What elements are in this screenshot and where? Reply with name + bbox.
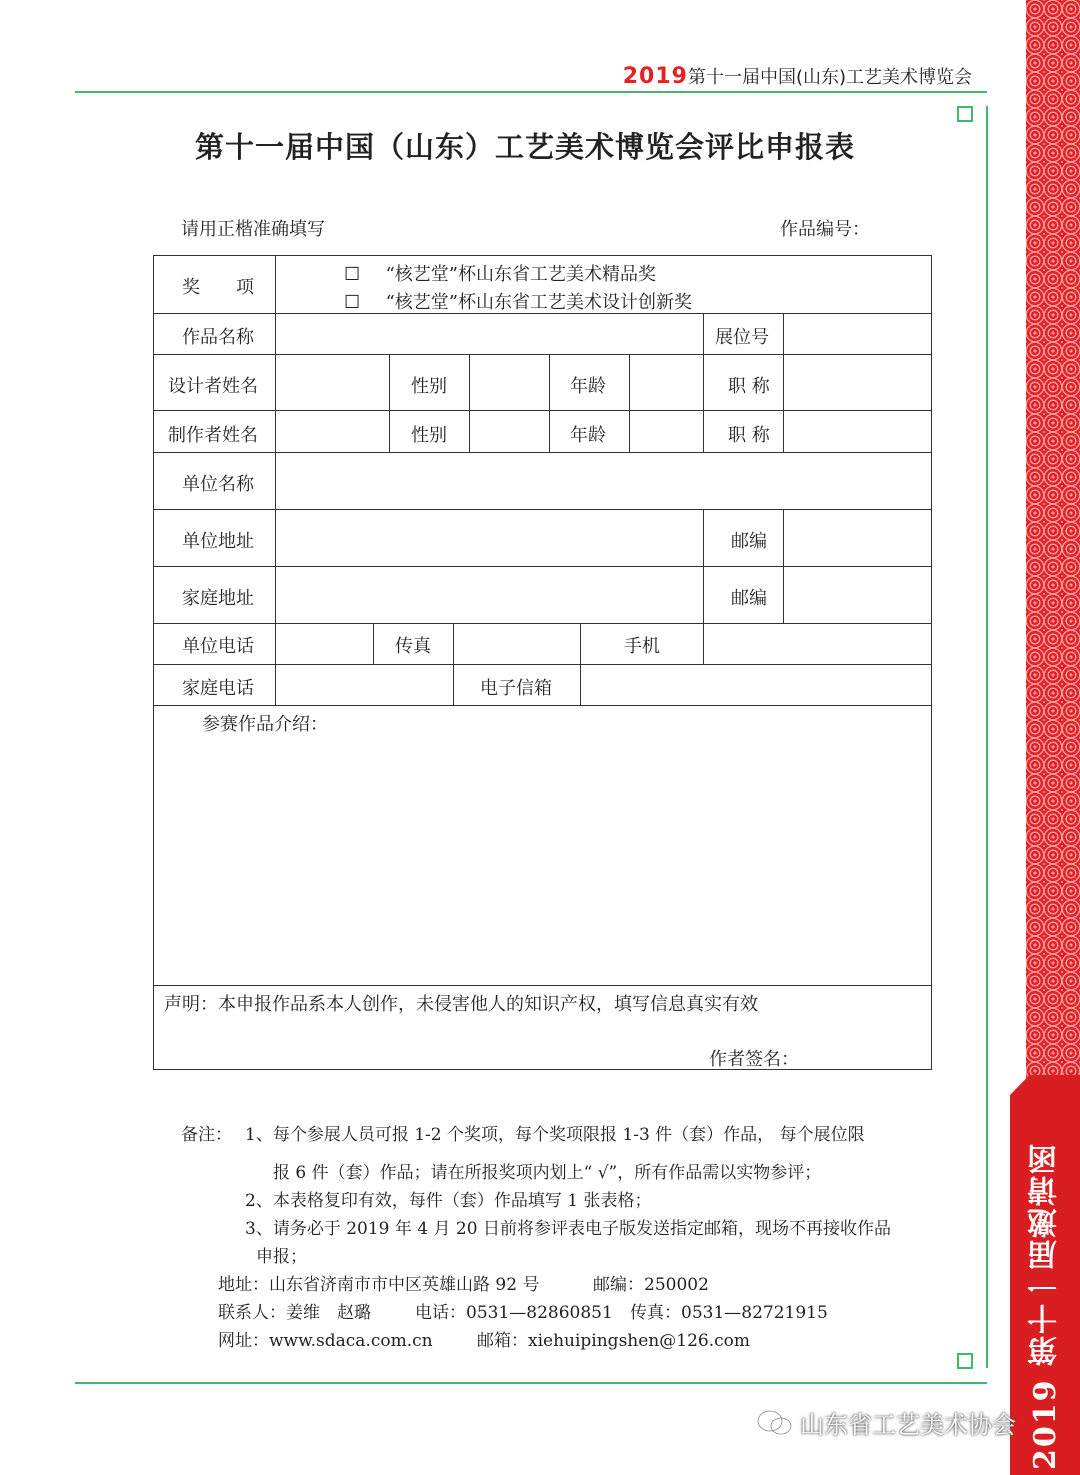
frame-corner-bottom [957, 1353, 973, 1369]
frame-top-line [75, 91, 987, 93]
contact-postcode: 邮编：250002 [593, 1275, 709, 1295]
contact-website[interactable]: 网址：www.sdaca.com.cn [218, 1331, 433, 1351]
award-option-1[interactable] [344, 260, 656, 286]
col-divider [783, 509, 784, 623]
booth-no-label: 展位号 [715, 327, 769, 348]
contact-address: 地址：山东省济南市市中区英雄山路 92 号 [218, 1275, 540, 1295]
maker-age-label: 年龄 [570, 425, 606, 446]
col-divider [703, 623, 704, 664]
col-divider [783, 313, 784, 354]
col-divider [580, 623, 581, 664]
application-form [153, 255, 932, 1070]
row-divider [154, 410, 931, 411]
unit-name-label: 单位名称 [182, 474, 254, 495]
contact-fax: 传真：0531—82721915 [630, 1303, 828, 1323]
col-divider [275, 256, 276, 705]
col-divider [453, 664, 454, 705]
unit-address-label: 单位地址 [182, 531, 254, 552]
row-divider [154, 452, 931, 453]
col-divider [783, 354, 784, 452]
maker-name-label: 制作者姓名 [168, 425, 258, 446]
side-banner-text: 2019 第十一届邀请函 [1028, 1142, 1063, 1470]
row-divider [154, 664, 931, 665]
maker-gender-label: 性别 [411, 425, 447, 446]
wechat-icon [755, 1408, 795, 1438]
watermark-text: 山东省工艺美术协会 [800, 1411, 1016, 1439]
mobile-label: 手机 [624, 636, 660, 657]
designer-name-label: 设计者姓名 [168, 376, 258, 397]
notes-label: 备注： [181, 1125, 232, 1145]
checkbox-2[interactable]: ☐ [344, 292, 361, 313]
header-year: 2019 [622, 64, 688, 89]
contact-person: 联系人：姜维 赵璐 [218, 1303, 371, 1323]
note-1: 1、每个参展人员可报 1-2 个奖项，每个奖项限报 1-3 件（套）作品， 每个展位限 [245, 1125, 865, 1145]
contact-phone: 电话：0531—82860851 [415, 1303, 613, 1323]
home-postcode-label: 邮编 [731, 588, 767, 609]
contact-email[interactable]: 邮箱：xiehuipingshen@126.com [477, 1331, 750, 1351]
header-event: 第十一届中国(山东)工艺美术博览会 [687, 67, 972, 88]
row-divider [154, 985, 931, 986]
row-divider [154, 623, 931, 624]
note-1b: 报 6 件（套）作品；请在所报奖项内划上“ √”，所有作品需以实物参评； [273, 1163, 822, 1183]
col-divider [389, 354, 390, 452]
fax-label: 传真 [395, 636, 431, 657]
header-brand [623, 63, 972, 89]
col-divider [453, 623, 454, 664]
row-divider [154, 705, 931, 706]
col-divider [629, 354, 630, 452]
note-3b: 申报； [256, 1247, 307, 1267]
note-3: 3、请务必于 2019 年 4 月 20 日前将参评表电子版发送指定邮箱，现场不再接收作品 [245, 1219, 891, 1239]
col-divider [469, 354, 470, 452]
col-divider [373, 623, 374, 664]
email-label: 电子信箱 [480, 678, 552, 699]
row-divider [154, 509, 931, 510]
unit-postcode-label: 邮编 [731, 531, 767, 552]
work-intro-label: 参赛作品介绍： [202, 714, 328, 735]
award-option-2-label: “核艺堂”杯山东省工艺美术设计创新奖 [385, 292, 693, 313]
col-divider [703, 313, 704, 354]
maker-title-label: 职 称 [728, 425, 770, 446]
designer-age-label: 年龄 [570, 376, 606, 397]
award-option-1-label: “核艺堂”杯山东省工艺美术精品奖 [385, 264, 657, 285]
frame-corner-top [957, 106, 973, 122]
row-divider [154, 566, 931, 567]
home-address-label: 家庭地址 [182, 588, 254, 609]
page-title: 第十一届中国（山东）工艺美术博览会评比申报表 [194, 130, 855, 164]
col-divider [703, 509, 704, 623]
work-name-label: 作品名称 [182, 327, 254, 348]
signature-label: 作者签名： [709, 1049, 799, 1070]
checkbox-1[interactable]: ☐ [344, 264, 361, 285]
fill-instruction: 请用正楷准确填写 [181, 219, 325, 240]
col-divider [703, 354, 704, 452]
row-divider [154, 354, 931, 355]
frame-bottom-line [75, 1382, 987, 1384]
frame-right-line [986, 106, 988, 1368]
col-divider [580, 664, 581, 705]
work-number-label: 作品编号： [780, 219, 870, 240]
award-option-2[interactable] [344, 288, 692, 314]
designer-title-label: 职 称 [728, 376, 770, 397]
award-label: 奖 项 [182, 277, 254, 298]
home-phone-label: 家庭电话 [182, 678, 254, 699]
note-2: 2、本表格复印有效，每件（套）作品填写 1 张表格； [245, 1191, 652, 1211]
col-divider [549, 354, 550, 452]
declaration-text: 声明：本申报作品系本人创作，未侵害他人的知识产权，填写信息真实有效 [164, 994, 758, 1015]
designer-gender-label: 性别 [411, 376, 447, 397]
unit-phone-label: 单位电话 [182, 636, 254, 657]
